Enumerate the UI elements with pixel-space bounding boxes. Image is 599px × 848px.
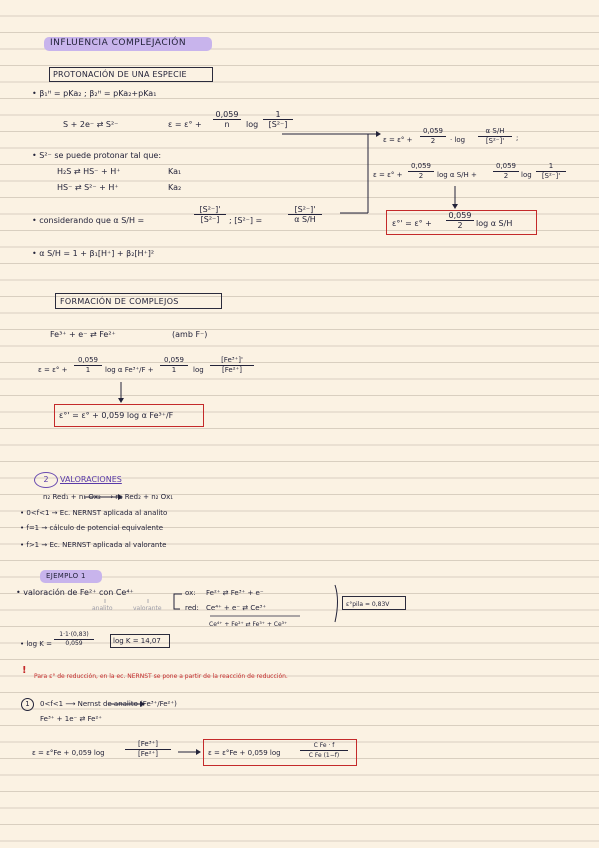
valoraciones-reaction: n₂ Red₁ + n₁ Ox₂ ⟶ n₁ Red₂ + n₂ Ox₁ [43, 493, 174, 501]
right-eq1-end: ; [516, 134, 519, 142]
ejemplo-title: EJEMPLO 1 [46, 572, 86, 580]
section-title-influencia: INFLUENCIA COMPLEJACIÓN [50, 38, 187, 48]
result-sulfide-start: ε°' = ε° + [392, 219, 432, 228]
sum-reaction: Ce⁴⁺ + Fe²⁺ ⇄ Fe³⁺ + Ce³⁺ [209, 621, 288, 628]
final-eq-fraction: $\frac{\text{[Fe³⁺]}}{\text{[Fe²⁺]}}$ [125, 740, 171, 759]
bullet-equivalente: • f=1 → cálculo de potencial equivalente [20, 524, 164, 532]
considerando-text: • considerando que α S/H = [32, 216, 145, 225]
right-eq2-log-fraction: $\frac{1}{\text{[S²⁻]'}}$ [536, 162, 566, 181]
case-title: 0<f<1 ⟶ Nernst de analito (Fe³⁺/Fe²⁺) [40, 700, 177, 708]
right-eq1-fraction: $\frac{0,059}{2}$ [420, 127, 446, 146]
subtitle-protonacion: PROTONACIÓN DE UNA ESPECIE [53, 70, 187, 79]
iron-eq-log: log [193, 366, 204, 374]
valoracion-line: • valoración de Fe²⁺ con Ce⁴⁺ [16, 588, 134, 597]
ox-reaction: Fe²⁺ ⇄ Fe³⁺ + e⁻ [206, 589, 264, 597]
reaction-hs: HS⁻ ⇄ S²⁻ + H⁺ [57, 183, 119, 192]
case-number: 1 [21, 698, 34, 711]
logk-start: • log K = [20, 640, 52, 648]
right-eq1-log-fraction: $\frac{\text{α S/H}}{\text{[S²⁻]'}}$ [478, 127, 512, 146]
section-number-2: 2 [34, 472, 58, 488]
sulfide-reaction: S + 2e⁻ ⇄ S²⁻ [63, 120, 119, 129]
nernst-log-fraction: $\frac{1}{\text{[S²⁻]}}$ [263, 110, 293, 129]
final-eq-start: ε = ε°Fe + 0,059 log [32, 749, 105, 757]
section-title-valoraciones: VALORACIONES [60, 475, 122, 484]
bullet-valorante: • f>1 → Ec. NERNST aplicada al valorante [20, 541, 167, 549]
logk-fraction: $\frac{1\cdot 1\cdot(0,83)}{0,059}$ [54, 631, 94, 648]
right-eq2-start: ε = ε° + [373, 171, 403, 179]
medium-label: (amb F⁻) [172, 330, 208, 339]
right-eq2-log: log [521, 171, 532, 179]
considerando-mid: ; [S²⁻] = [229, 216, 263, 225]
iron-eq-fraction1: $\frac{0,059}{1}$ [74, 356, 102, 375]
valorante-label: valorante [133, 605, 162, 612]
beta-constants: • β₁ᴴ = pKa₂ ; β₂ᴴ = pKa₂+pKa₁ [32, 89, 157, 98]
bullet-analito: • 0<f<1 → Ec. NERNST aplicada al analito [20, 509, 168, 517]
ka1-label: Ka₁ [168, 167, 182, 176]
alpha-expression: • α S/H = 1 + β₁[H⁺] + β₂[H⁺]² [32, 249, 155, 258]
red-reaction: Ce⁴⁺ + e⁻ ⇄ Ce³⁺ [206, 604, 267, 612]
reaction-h2s: H₂S ⇄ HS⁻ + H⁺ [57, 167, 121, 176]
iron-eq-start: ε = ε° + [38, 366, 68, 374]
warning-icon: ! [22, 665, 27, 676]
right-eq2-fraction1: $\frac{0,059}{2}$ [408, 162, 434, 181]
protonar-text: • S²⁻ se puede protonar tal que: [32, 151, 162, 160]
nernst-log: log [246, 120, 259, 129]
iron-eq-mid: log α Fe³⁺/F + [105, 366, 154, 374]
considerando-fraction1: $\frac{\text{[S²⁻]'}}{\text{[S²⁻]}}$ [194, 205, 226, 224]
red-label: red: [185, 604, 199, 612]
result-iron: ε°' = ε° + 0,059 log α Fe³⁺/F [59, 411, 174, 420]
right-eq1-start: ε = ε° + [383, 136, 413, 144]
iron-eq-log-fraction: $\frac{\text{[Fe³⁺]'}}{\text{[Fe²⁺]}}$ [210, 356, 254, 375]
right-eq2-mid: log α S/H + [437, 171, 477, 179]
right-eq2-fraction2: $\frac{0,059}{2}$ [493, 162, 519, 181]
ox-label: ox: [185, 589, 196, 597]
iron-eq-fraction2: $\frac{0,059}{1}$ [160, 356, 188, 375]
iron-reaction: Fe³⁺ + e⁻ ⇄ Fe²⁺ [50, 330, 116, 339]
case-reaction: Fe³⁺ + 1e⁻ ⇄ Fe²⁺ [40, 715, 102, 723]
ka2-label: Ka₂ [168, 183, 182, 192]
note-reduccion: Para ε° de reducción, en la ec. NERNST se pone a partir de la reacción de reducción. [34, 673, 288, 680]
analito-label: analito [92, 605, 113, 612]
result-final-fraction: $\frac{\text{C Fe · f}}{\text{C Fe (1−f)}}$ [300, 741, 348, 760]
nernst-eq-start: ε = ε° + [168, 120, 202, 129]
result-final-start: ε = ε°Fe + 0,059 log [208, 749, 281, 757]
result-sulfide-fraction: $\frac{0,059}{2}$ [446, 211, 474, 230]
nernst-fraction: $\frac{0,059}{n}$ [213, 110, 241, 129]
subtitle-formacion: FORMACIÓN DE COMPLEJOS [60, 297, 179, 306]
epila-value: ε°pila = 0,83V [346, 601, 390, 608]
considerando-fraction2: $\frac{\text{[S²⁻]'}}{\text{α S/H}}$ [288, 205, 322, 224]
result-sulfide-end: log α S/H [476, 219, 513, 228]
logk-result: log K = 14,07 [113, 637, 161, 645]
right-eq1-log: · log [450, 136, 466, 144]
